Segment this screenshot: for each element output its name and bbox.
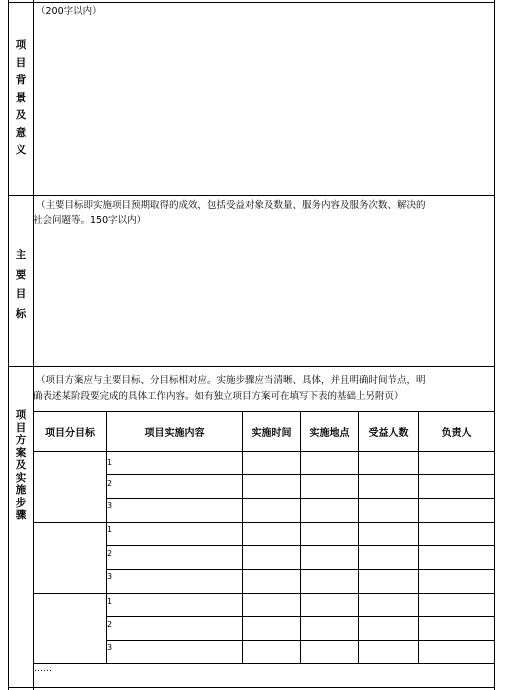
row-number: 1 — [107, 597, 113, 606]
plan-label-char: 案 — [15, 446, 27, 459]
goals-label-char: 要 — [15, 268, 27, 281]
row-number: 3 — [107, 501, 113, 510]
background-label-char: 背 — [15, 74, 27, 86]
plan-label-char: 方 — [15, 434, 27, 446]
table-bottom-line — [33, 663, 495, 664]
section-divider-2 — [8, 366, 495, 367]
background-label-char: 目 — [15, 56, 27, 69]
header-sub-goal: 项目分目标 — [45, 428, 95, 439]
background-label — [11, 40, 31, 156]
goals-label-char: 标 — [15, 307, 27, 320]
header-beneficiaries: 受益人数 — [368, 428, 409, 439]
plan-note-line2: 确表述某阶段要完成的具体工作内容。如有独立项目方案可在填写下表的基础上另附页） — [33, 391, 404, 402]
form-top-border — [8, 2, 495, 3]
background-label-char: 项 — [15, 39, 27, 51]
goals-label — [11, 250, 31, 319]
section-divider-1 — [8, 195, 495, 196]
table-col-line — [242, 411, 243, 664]
plan-label-char: 及 — [15, 459, 27, 471]
row-number: 2 — [107, 479, 113, 488]
form-bottom-border — [8, 687, 495, 688]
row-number: 1 — [107, 525, 113, 534]
row-number: 2 — [107, 620, 113, 629]
plan-label — [11, 410, 31, 521]
goals-note-line1: （主要目标即实施项目预期取得的成效，包括受益对象及数量、服务内容及服务次数、解决的 — [36, 200, 426, 211]
header-time: 实施时间 — [251, 428, 292, 439]
plan-label-char: 项 — [15, 409, 27, 421]
table-group2-bottom — [33, 593, 495, 594]
table-col-line — [300, 411, 301, 664]
table-header-bottom-line — [33, 451, 495, 452]
row-number: 3 — [107, 643, 113, 652]
background-label-char: 义 — [15, 144, 27, 156]
plan-label-char: 施 — [15, 484, 27, 496]
plan-note-line1: （项目方案应与主要目标、分目标相对应。实施步骤应当清晰、具体，并且明确时间节点，明 — [36, 375, 426, 386]
form-left-border — [8, 0, 9, 690]
row-number: 2 — [107, 549, 113, 558]
row-number: 1 — [107, 458, 113, 467]
plan-label-char: 目 — [15, 421, 27, 434]
label-column-divider — [33, 0, 34, 690]
header-owner: 负责人 — [441, 428, 472, 439]
background-note: （200字以内） — [36, 6, 102, 17]
table-col-line — [358, 411, 359, 664]
background-label-char: 意 — [15, 126, 27, 139]
plan-label-char: 骤 — [15, 509, 27, 521]
goals-label-char: 主 — [15, 249, 27, 261]
continuation-ellipsis: …… — [34, 664, 52, 674]
goals-label-char: 目 — [15, 288, 27, 300]
background-label-char: 景 — [15, 91, 27, 104]
form-right-border — [494, 0, 495, 690]
table-top-line — [33, 411, 495, 412]
table-col-line — [418, 411, 419, 664]
background-label-char: 及 — [15, 109, 27, 121]
header-location: 实施地点 — [309, 428, 350, 439]
goals-note-line2: 社会问题等。150字以内） — [33, 215, 147, 226]
row-number: 3 — [107, 572, 113, 581]
plan-label-char: 步 — [15, 496, 27, 509]
table-group1-bottom — [33, 522, 495, 523]
plan-label-char: 实 — [15, 471, 27, 484]
header-content: 项目实施内容 — [144, 428, 205, 439]
